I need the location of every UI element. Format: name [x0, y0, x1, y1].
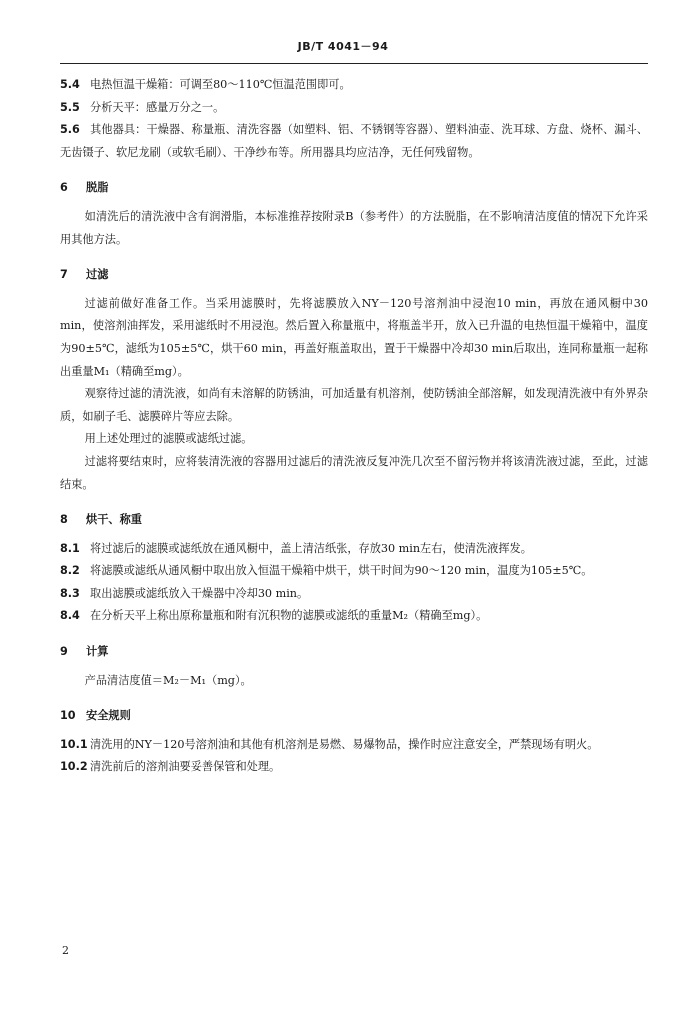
section-9-heading: 9 计算	[60, 645, 109, 659]
section-7-paragraph: 用上述处理过的滤膜或滤纸过滤。	[84, 432, 253, 446]
item-5-5: 5.5 分析天平：感量万分之一。	[60, 100, 225, 114]
item-8-2: 8.2 将滤膜或滤纸从通风橱中取出放入恒温干燥箱中烘干，烘干时间为90～120 min，温度为105±5℃。	[60, 564, 593, 578]
item-8-4: 8.4 在分析天平上称出原称量瓶和附有沉积物的滤膜或滤纸的重量M₂（精确至mg）。	[60, 609, 488, 623]
item-10-2: 10.2 清洗前后的溶剂油要妥善保管和处理。	[60, 760, 281, 774]
item-8-1: 8.1 将过滤后的滤膜或滤纸放在通风橱中，盖上清洁纸张，存放30 min左右，使清洗液挥发。	[60, 541, 532, 555]
section-7-paragraph: 过滤前做好准备工作。当采用滤膜时，先将滤膜放入NY－120号溶剂油中浸泡10 min，再放在通风橱中30 min，使溶剂油挥发，采用滤纸时不用浸泡。然后置入称量瓶中，将瓶盖半开，放入已升温的电热恒温干燥箱中，温度为90±5℃，滤纸为105±5℃，烘干60 min，再盖好瓶盖取出，置于干燥器中冷却30 min后取出，连同称量瓶一起称出重量M₁（精确至mg）。	[60, 296, 648, 378]
section-7-paragraph: 过滤将要结束时，应将装清洗液的容器用过滤后的清洗液反复冲洗几次至不留污物并将该清洗液过滤，至此，过滤结束。	[60, 454, 648, 491]
section-7-paragraph: 观察待过滤的清洗液，如尚有未溶解的防锈油，可加适量有机溶剂，使防锈油全部溶解，如发现清洗液中有外界杂质，如刷子毛、滤膜碎片等应去除。	[60, 387, 648, 423]
item-8-3: 8.3 取出滤膜或滤纸放入干燥器中冷却30 min。	[60, 586, 309, 600]
header-rule	[60, 63, 648, 64]
page-number: 2	[62, 944, 69, 957]
item-10-1: 10.1 清洗用的NY－120号溶剂油和其他有机溶剂是易燃、易爆物品，操作时应注意安全，严禁现场有明火。	[60, 737, 599, 751]
standard-code-header: JB/T 4041－94	[297, 40, 389, 53]
section-7-heading: 7 过滤	[60, 268, 109, 282]
section-6-heading: 6 脱脂	[60, 181, 109, 195]
document-body	[60, 74, 648, 779]
section-6-paragraph: 如清洗后的清洗液中含有润滑脂，本标准推荐按附录B（参考件）的方法脱脂，在不影响清洁度值的情况下允许采用其他方法。	[60, 209, 648, 246]
section-10-heading: 10 安全规则	[60, 709, 131, 723]
cleanliness-formula: 产品清洁度值＝M₂－M₁（mg）。	[84, 673, 252, 687]
item-5-4: 5.4 电热恒温干燥箱：可调至80～110℃恒温范围即可。	[60, 78, 351, 91]
item-5-6: 5.6 其他器具：干燥器、称量瓶、清洗容器（如塑料、铝、不锈钢等容器）、塑料油壶、洗耳球、方盘、烧杯、漏斗、无齿镊子、软尼龙刷（或软毛刷）、干净纱布等。所用器具均应洁净，无任何残留物。	[60, 123, 648, 159]
section-8-heading: 8 烘干、称重	[60, 513, 142, 527]
